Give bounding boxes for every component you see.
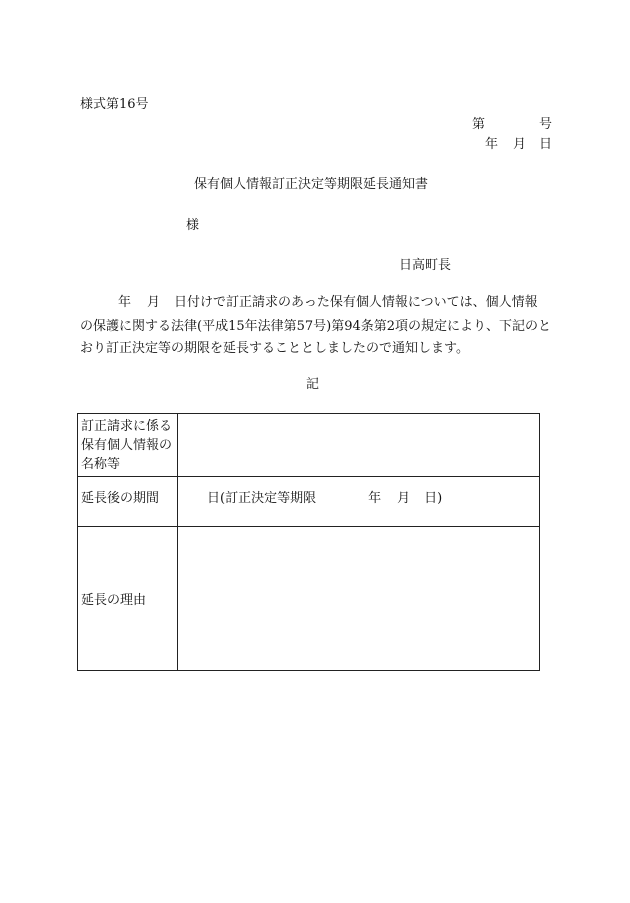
- row-label-extension-reason: 延長の理由: [81, 593, 147, 608]
- extended-period-value: [207, 492, 442, 505]
- document-number-prefix: 第: [472, 117, 486, 132]
- row-label-record-name: [81, 417, 172, 474]
- body-paragraph-line-3: おり訂正決定等の期限を延長することとしましたので通知します。: [80, 341, 469, 356]
- table-column-divider: [177, 414, 178, 670]
- table-row-divider: [78, 476, 539, 477]
- document-number-suffix: 号: [539, 117, 553, 132]
- period-day-prefix: 日(訂正決定等期限: [207, 491, 317, 506]
- document-title: 保有個人情報訂正決定等期限延長通知書: [194, 177, 429, 192]
- sender-name: 日高町長: [399, 258, 452, 273]
- period-year-label: 年: [368, 491, 382, 506]
- period-day-suffix: 日): [424, 491, 443, 506]
- ki-heading: 記: [306, 377, 320, 392]
- row-label-extended-period: 延長後の期間: [81, 491, 160, 506]
- row-label-line: 訂正請求に係る: [81, 419, 173, 434]
- row-label-line: 名称等: [81, 457, 121, 472]
- table-row-divider: [78, 526, 539, 527]
- body-paragraph-line-2: の保護に関する法律(平成15年法律第57号)第94条第2項の規定により、下記のと: [80, 319, 552, 334]
- period-month-label: 月: [397, 491, 411, 506]
- date-month-label: 月: [513, 137, 527, 152]
- row-label-line: 保有個人情報の: [81, 438, 173, 453]
- date-year-label: 年: [485, 137, 499, 152]
- body-line-1-text: 日付けで訂正請求のあった保有個人情報については、個人情報: [174, 295, 538, 310]
- date-day-label: 日: [539, 137, 553, 152]
- addressee-suffix: 様: [186, 218, 200, 233]
- form-number: 様式第16号: [80, 97, 149, 112]
- body-year-label: 年: [118, 295, 132, 310]
- body-month-label: 月: [147, 295, 161, 310]
- body-paragraph-line-1: [80, 296, 538, 309]
- info-table: [77, 413, 540, 671]
